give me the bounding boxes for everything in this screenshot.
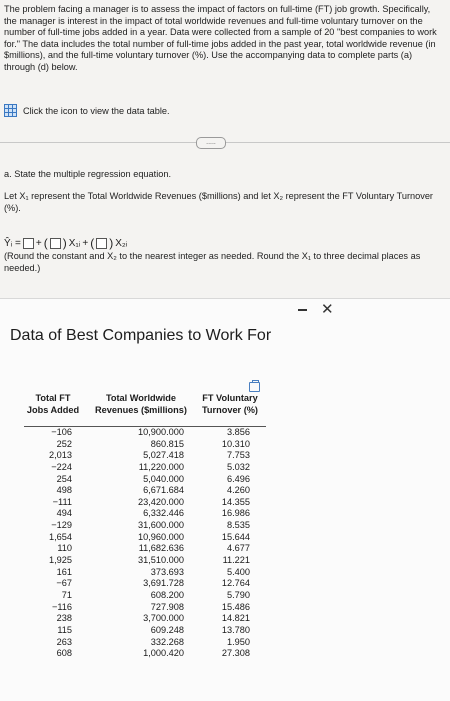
jobs-added-cell: 1,925	[49, 555, 72, 566]
data-table-link-label: Click the icon to view the data table.	[23, 105, 170, 116]
turnover-cell: 16.986	[221, 508, 250, 519]
revenue-cell: 31,510.000	[138, 555, 184, 566]
jobs-added-cell: −129	[51, 520, 72, 531]
revenue-cell: 3,691.728	[143, 578, 184, 589]
jobs-added-cell: 498	[56, 485, 72, 496]
jobs-added-cell: 161	[56, 566, 72, 577]
jobs-added-cell: 238	[56, 613, 72, 624]
header-ft-turnover: FT Voluntary Turnover (%)	[202, 393, 258, 415]
minimize-icon[interactable]	[298, 309, 307, 311]
turnover-cell: 6.496	[227, 473, 250, 484]
turnover-cell: 11.221	[222, 555, 250, 566]
copy-icon[interactable]	[249, 382, 260, 392]
turnover-cell: 5.790	[227, 589, 250, 600]
jobs-added-cell: 494	[56, 508, 72, 519]
revenue-cell: 31,600.000	[138, 520, 184, 531]
turnover-cell: 7.753	[227, 450, 250, 461]
jobs-added-cell: 252	[56, 438, 72, 449]
jobs-added-cell: 608	[56, 648, 72, 659]
jobs-added-cell: 71	[61, 589, 72, 600]
jobs-added-cell: 115	[57, 624, 72, 635]
revenue-cell: 373.693	[150, 566, 184, 577]
problem-statement: The problem facing a manager is to assess the impact of factors on full-time (FT) job growth. Specifically, the manager is interest in the impact of total worldwide revenues and full-time voluntary turnover on the number of full-time jobs added in a year. Data were collected from a sample of 20 "best companies to work for." The data includes the total number of full-time jobs added in the past year, total worldwide revenue (in $millions), and the full-time voluntary turnover (%). Use the accompanying data to complete parts (a) through (d) below.	[4, 4, 437, 72]
revenue-cell: 10,900.000	[138, 427, 184, 437]
data-table-icon[interactable]	[4, 104, 17, 117]
expand-more-button[interactable]: .....	[196, 137, 226, 149]
revenue-cell: 609.248	[150, 624, 184, 635]
turnover-cell: 5.032	[227, 461, 250, 472]
jobs-added-cell: 263	[56, 636, 72, 647]
jobs-added-cell: −106	[51, 427, 72, 437]
rounding-instructions: (Round the constant and X₂ to the nearest integer as needed. Round the X₁ to three decimal places as needed.)	[4, 251, 421, 273]
x1-coefficient-input[interactable]	[50, 238, 61, 249]
turnover-cell: 8.535	[227, 520, 250, 531]
revenue-cell: 10,960.000	[138, 531, 184, 542]
equation-lhs: Ŷᵢ =	[4, 237, 21, 249]
header-total-revenues: Total Worldwide Revenues ($millions)	[95, 393, 187, 415]
turnover-cell: 4.677	[227, 543, 250, 554]
revenue-cell: 860.815	[150, 438, 184, 449]
revenue-cell: 5,040.000	[143, 473, 184, 484]
x1-term: X₁ᵢ	[68, 237, 81, 249]
revenue-cell: 727.908	[150, 601, 184, 612]
turnover-cell: 10.310	[221, 438, 250, 449]
jobs-added-cell: −67	[56, 578, 72, 589]
revenue-cell: 11,682.636	[138, 543, 184, 554]
revenue-cell: 332.268	[150, 636, 184, 647]
turnover-cell: 3.856	[227, 427, 250, 437]
constant-input[interactable]	[23, 238, 34, 249]
turnover-cell: 12.764	[221, 578, 250, 589]
x2-coefficient-input[interactable]	[96, 238, 107, 249]
jobs-added-cell: 1,654	[49, 531, 72, 542]
turnover-cell: 14.821	[221, 613, 250, 624]
popup-title: Data of Best Companies to Work For	[10, 327, 272, 344]
part-a-label: a. State the multiple regression equation.	[4, 169, 172, 179]
revenue-cell: 6,671.684	[143, 485, 184, 496]
data-table-link[interactable]	[4, 104, 170, 117]
revenue-cell: 6,332.446	[143, 508, 184, 519]
regression-equation: Ŷᵢ = + ( ) X₁ᵢ + ( ) X₂ᵢ	[4, 236, 128, 250]
jobs-added-cell: 2,013	[49, 450, 72, 461]
jobs-added-cell: 110	[57, 543, 72, 554]
jobs-added-cell: −116	[51, 601, 72, 612]
data-table-popup	[0, 298, 450, 701]
jobs-added-cell: −111	[52, 496, 72, 507]
jobs-added-cell: −224	[51, 461, 72, 472]
x2-term: X₂ᵢ	[115, 237, 128, 249]
turnover-cell: 15.486	[221, 601, 250, 612]
revenue-cell: 5,027.418	[143, 450, 184, 461]
close-icon[interactable]: ✕	[321, 301, 334, 318]
variable-definition: Let X₁ represent the Total Worldwide Revenues ($millions) and let X₂ represent the FT Voluntary Turnover (%).	[4, 191, 433, 213]
turnover-cell: 14.355	[221, 496, 250, 507]
jobs-added-cell: 254	[56, 473, 72, 484]
turnover-cell: 27.308	[221, 648, 250, 659]
revenue-cell: 11,220.000	[138, 461, 184, 472]
turnover-cell: 5.400	[227, 566, 250, 577]
turnover-cell: 13.780	[221, 624, 250, 635]
revenue-cell: 23,420.000	[138, 496, 184, 507]
revenue-cell: 1,000.420	[143, 648, 184, 659]
turnover-cell: 1.950	[227, 636, 250, 647]
turnover-cell: 4.260	[227, 485, 250, 496]
turnover-cell: 15.644	[221, 531, 250, 542]
revenue-cell: 608.200	[150, 589, 184, 600]
header-total-ft-jobs: Total FT Jobs Added	[26, 393, 80, 415]
revenue-cell: 3,700.000	[143, 613, 184, 624]
